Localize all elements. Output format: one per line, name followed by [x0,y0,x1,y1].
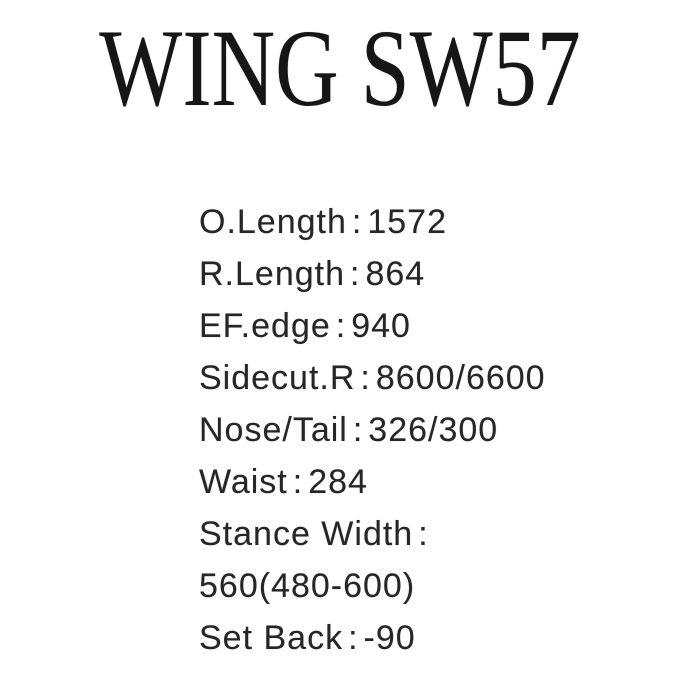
spec-value: 284 [308,463,368,501]
spec-colon: : [350,255,361,293]
spec-row [199,300,546,352]
product-title: WING SW57 [99,7,581,129]
spec-value: 940 [351,307,411,345]
spec-colon: : [292,463,304,501]
spec-list [199,196,546,664]
spec-value: 864 [365,255,426,293]
spec-label: EF.edge [199,307,331,345]
spec-value: 1572 [367,203,447,241]
spec-value: -90 [363,619,416,657]
spec-label: Sidecut.R [199,359,356,397]
spec-row [199,560,546,612]
spec-colon: : [360,359,371,397]
spec-label: Waist [199,463,288,501]
spec-label: R.Length [199,255,345,293]
spec-row [199,248,546,300]
spec-row [199,196,546,248]
spec-colon: : [335,307,347,345]
spec-row [199,404,546,456]
spec-label: Set Back [199,619,344,657]
spec-label: Nose/Tail [199,411,348,449]
spec-label: Stance Width [199,515,414,553]
spec-colon: : [351,203,363,241]
spec-value: 560(480-600) [199,567,416,605]
spec-colon: : [352,411,364,449]
spec-value: 326/300 [368,411,499,449]
spec-colon: : [348,619,359,657]
spec-value: 8600/6600 [375,359,546,397]
spec-colon: : [418,515,429,553]
spec-label: O.Length [199,203,347,241]
spec-row [199,352,546,404]
spec-row [199,508,546,560]
spec-row [199,612,546,664]
spec-row [199,456,546,508]
